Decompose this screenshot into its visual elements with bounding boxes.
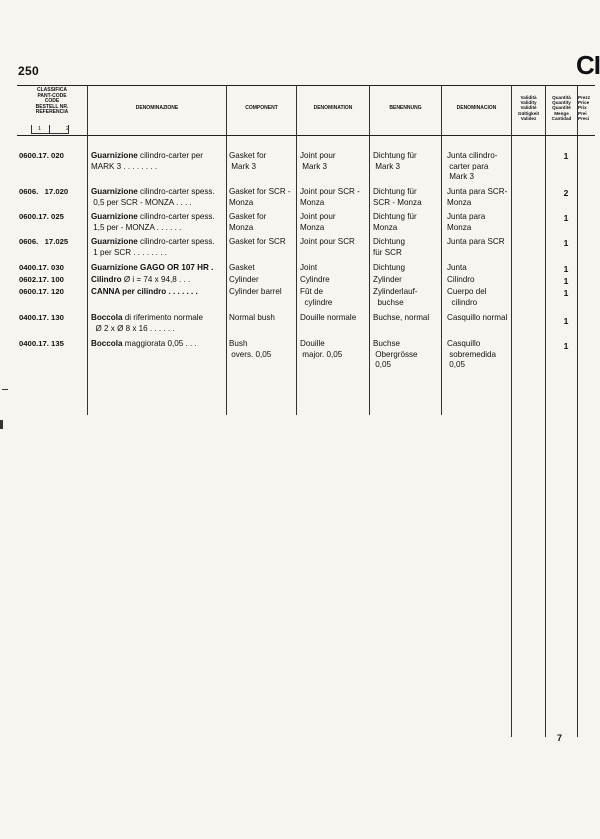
quantity: 1 (563, 151, 569, 161)
column-divider (545, 85, 546, 737)
description-fr: Fût de cylindre (300, 287, 333, 307)
description-en: Gasket for SCR (229, 237, 286, 246)
page-number: 250 (18, 64, 39, 78)
description-de: Buchse, normal (373, 313, 430, 322)
column-divider (226, 85, 227, 415)
description-it: Guarnizione cilindro-carter per MARK 3 . . . . . . . . (91, 151, 204, 171)
description-es: Junta (447, 263, 467, 272)
description-es: Cilindro (447, 275, 475, 284)
header-bottom-rule (17, 135, 595, 136)
description-en: Gasket for SCR - Monza (229, 187, 291, 207)
description-fr: Douille major. 0,05 (300, 339, 343, 359)
header-quantity: Quantità Quantity Quantité Menge Cantidad (551, 95, 572, 121)
header-denominazione: DENOMINAZIONE (135, 105, 179, 111)
description-de: Zylinderlauf- buchse (373, 287, 418, 307)
quantity: 1 (563, 288, 569, 298)
description-en: Cylinder (229, 275, 259, 284)
description-fr: Joint pour SCR - Monza (300, 187, 360, 207)
quantity: 1 (563, 264, 569, 274)
quantity: 1 (563, 316, 569, 326)
description-en: Gasket for Monza (229, 212, 267, 232)
quantity: 1 (563, 213, 569, 223)
description-en: Gasket (229, 263, 255, 272)
description-es: Junta para SCR- Monza (447, 187, 508, 207)
column-divider (369, 85, 370, 415)
header-component: COMPONENT (245, 105, 278, 111)
description-fr: Douille normale (300, 313, 357, 322)
header-validity: Validità Validity Validité Gültigkeit Validez (517, 95, 540, 121)
column-divider (441, 85, 442, 415)
description-de: Dichtung für SCR (373, 237, 405, 257)
description-en: Bush overs. 0,05 (229, 339, 272, 359)
description-es: Casquillo sobremedida 0,05 (447, 339, 497, 370)
description-es: Casquillo normal (447, 313, 508, 322)
description-it: Guarnizione cilindro-carter spess. 1 per SCR . . . . . . . . (91, 237, 215, 257)
quantity: 1 (563, 341, 569, 351)
description-de: Dichtung für Monza (373, 212, 417, 232)
header-top-rule (17, 85, 595, 86)
header-code: CLASSIFICA PANT-CODE CODE BESTELL NR. REFERENCIA (35, 87, 69, 116)
header-benennung: BENENNUNG (389, 105, 422, 111)
part-code: 0600.17. 120 (19, 287, 64, 296)
description-it: Cilindro Ø i = 74 x 94,8 . . . (91, 275, 191, 284)
part-code: 0600.17. 020 (19, 151, 64, 160)
section-title-fragment: CI (576, 50, 600, 80)
code-subcolumn-1: 1 (38, 126, 42, 132)
description-fr: Joint pour SCR (300, 237, 355, 246)
header-denominacion: DENOMINACION (456, 105, 497, 111)
description-es: Cuerpo del cilindro (447, 287, 487, 307)
description-en: Normal bush (229, 313, 275, 322)
part-code: 0606. 17.020 (19, 187, 69, 196)
part-code: 0606. 17.025 (19, 237, 69, 246)
page-footer-number: 7 (557, 733, 563, 743)
quantity: 1 (563, 238, 569, 248)
part-code: 0600.17. 025 (19, 212, 64, 221)
description-de: Zylinder (373, 275, 402, 284)
column-divider (87, 85, 88, 415)
description-de: Buchse Obergrösse 0,05 (373, 339, 418, 370)
part-code: 0400.17. 135 (19, 339, 64, 348)
scan-mark (2, 389, 8, 390)
part-code: 0400.17. 130 (19, 313, 64, 322)
description-es: Junta para Monza (447, 212, 486, 232)
quantity: 1 (563, 276, 569, 286)
description-en: Gasket for Mark 3 (229, 151, 267, 171)
header-price: Prezz Price Prix Prei Preci (578, 95, 591, 121)
description-fr: Cylindre (300, 275, 330, 284)
description-de: Dichtung für SCR - Monza (373, 187, 422, 207)
description-de: Dichtung (373, 263, 405, 272)
description-es: Junta cilindro- carter para Mark 3 (447, 151, 498, 182)
description-it: Boccola maggiorata 0,05 . . . (91, 339, 197, 348)
description-it: Guarnizione cilindro-carter spess. 1,5 per - MONZA . . . . . . (91, 212, 215, 232)
description-fr: Joint pour Mark 3 (300, 151, 336, 171)
description-it: Guarnizione cilindro-carter spess. 0,5 per SCR - MONZA . . . . (91, 187, 215, 207)
description-it: Guarnizione GAGO OR 107 HR . (91, 263, 214, 272)
description-it: Boccola di riferimento normale Ø 2 x Ø 8 x 16 . . . . . . (91, 313, 204, 333)
code-subcolumn-box (31, 125, 69, 134)
quantity: 2 (563, 188, 569, 198)
description-fr: Joint (300, 263, 318, 272)
column-divider (511, 85, 512, 737)
code-subcolumn-2: 2 (66, 126, 70, 132)
description-en: Cylinder barrel (229, 287, 282, 296)
scan-mark (0, 420, 3, 429)
part-code: 0400.17. 030 (19, 263, 64, 272)
column-divider (296, 85, 297, 415)
description-de: Dichtung für Mark 3 (373, 151, 417, 171)
column-divider (577, 85, 578, 737)
part-code: 0602.17. 100 (19, 275, 64, 284)
description-it: CANNA per cilindro . . . . . . . (91, 287, 198, 296)
description-es: Junta para SCR (447, 237, 505, 246)
header-denomination: DENOMINATION (313, 105, 353, 111)
code-subcolumn-divider (49, 125, 50, 133)
description-fr: Joint pour Monza (300, 212, 336, 232)
